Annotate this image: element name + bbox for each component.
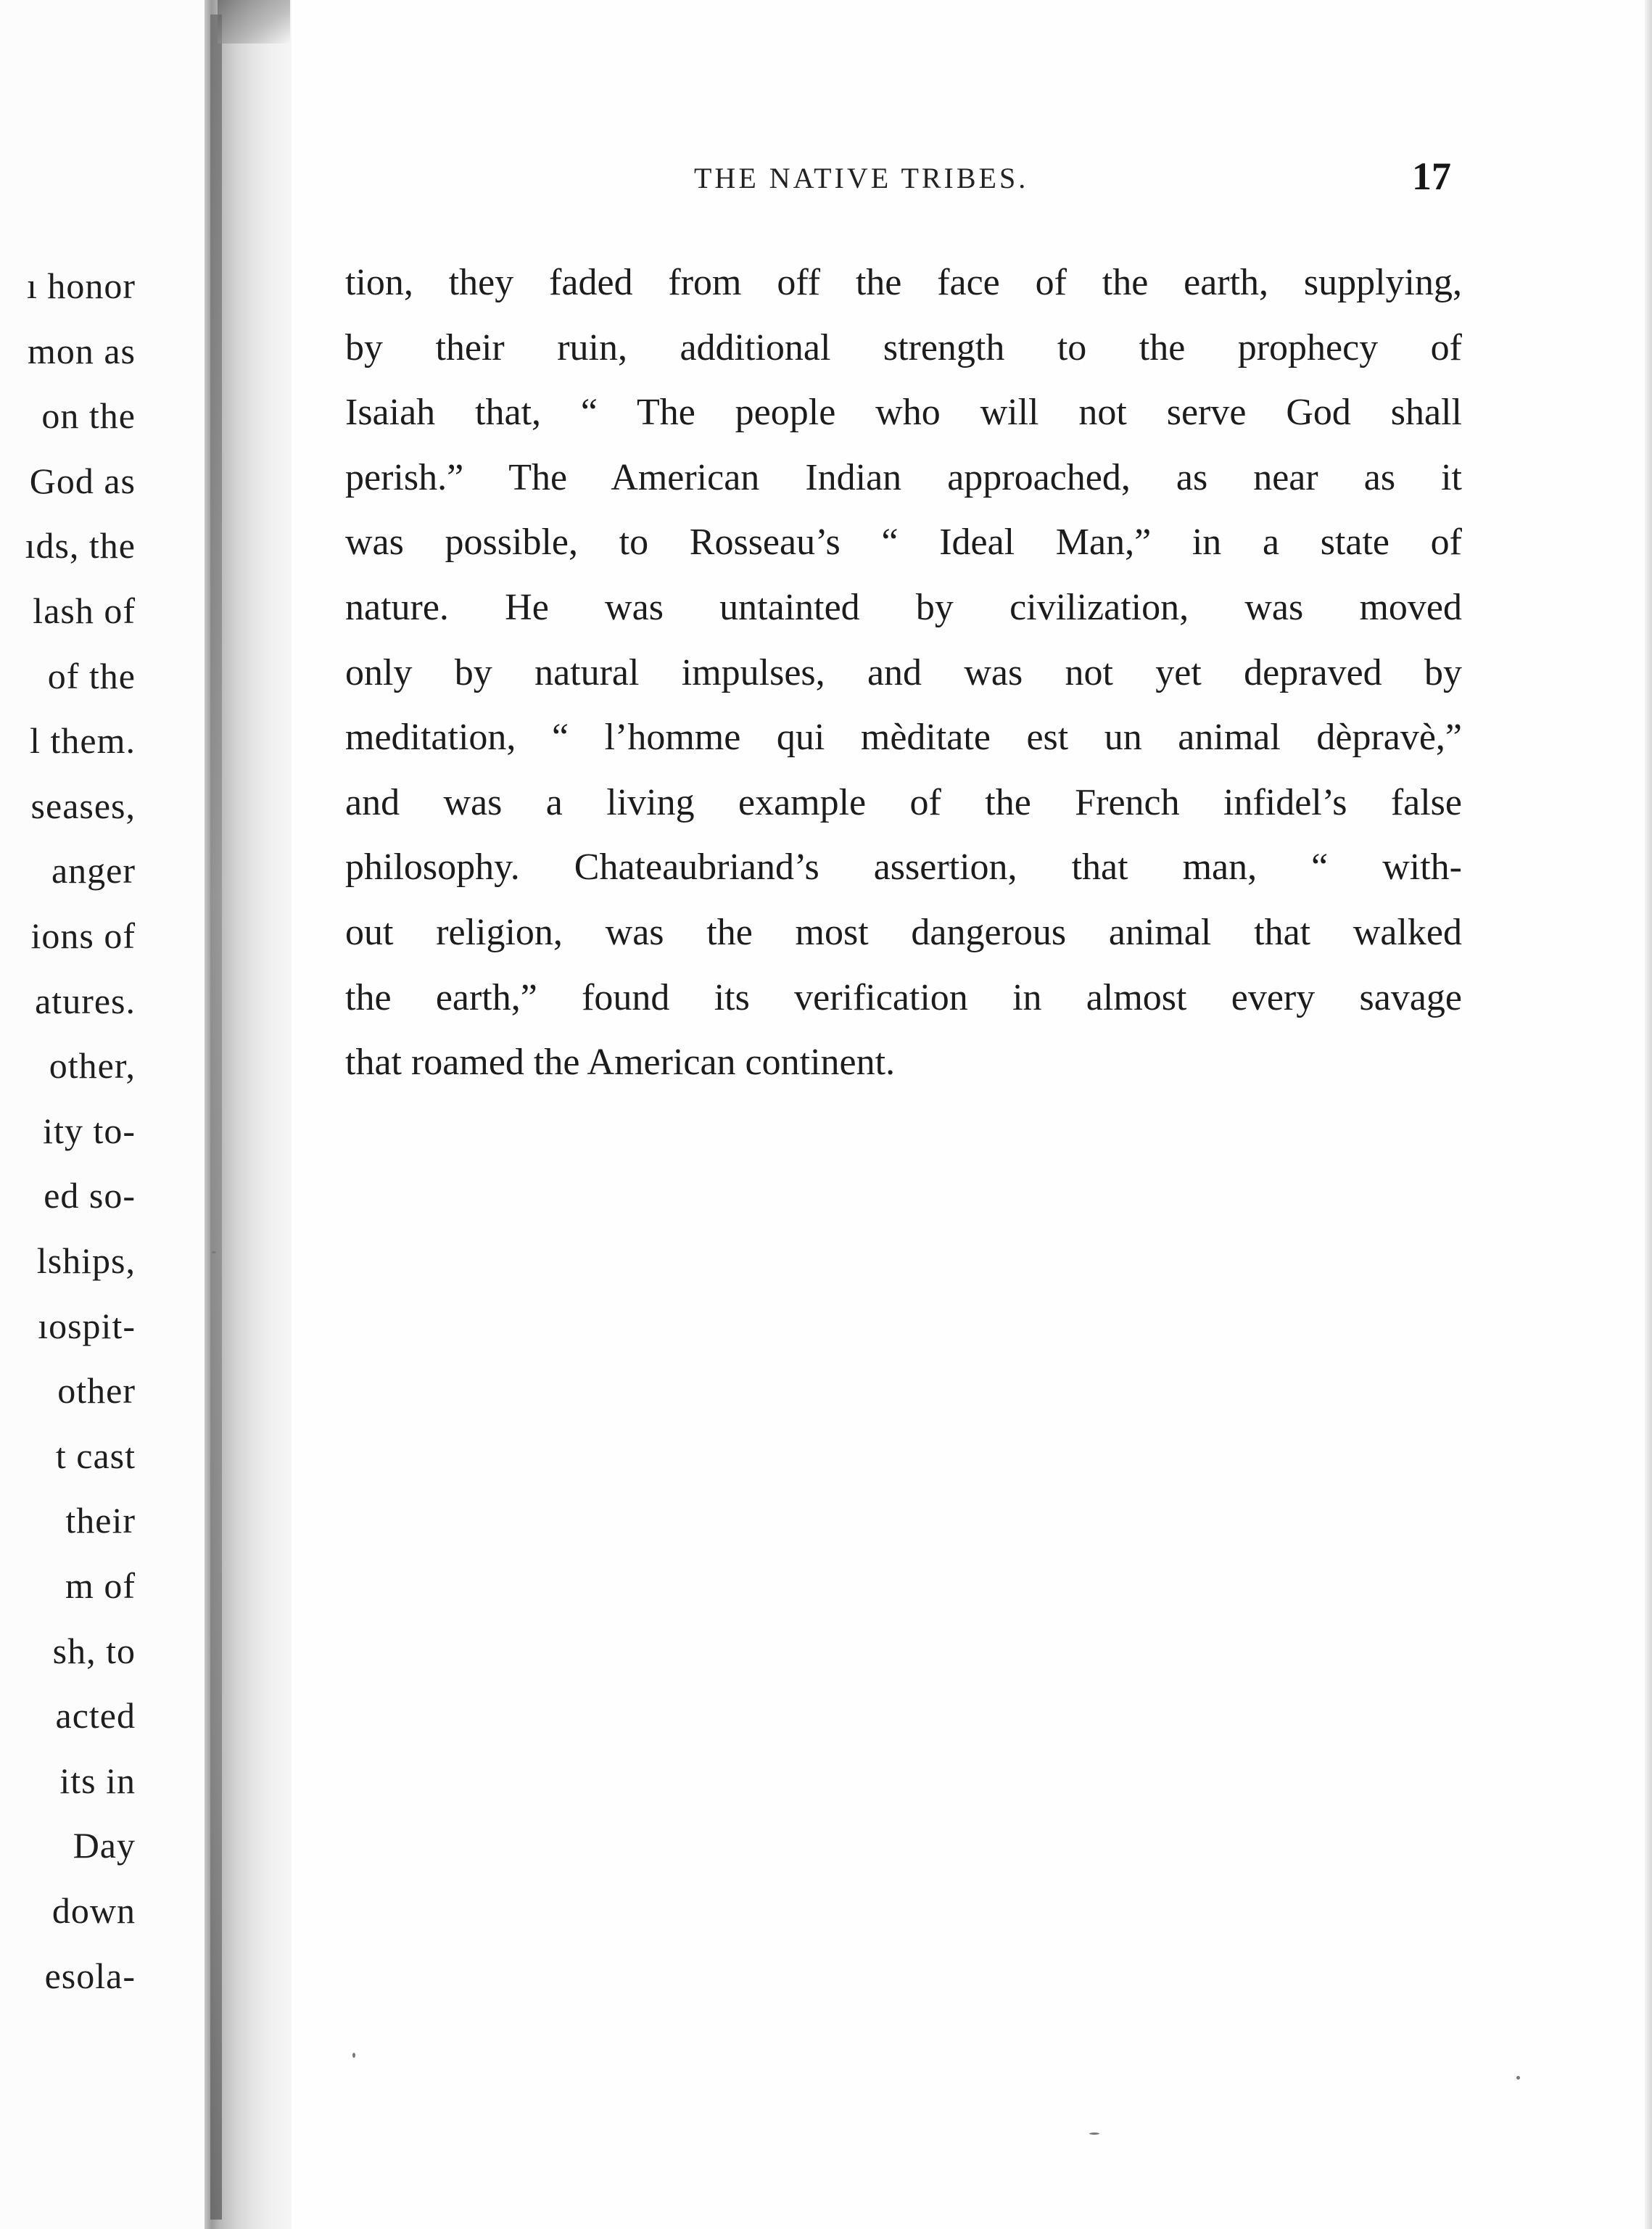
- left-page-line: ıospit-: [38, 1305, 136, 1346]
- page-right-edge: [1645, 0, 1652, 2229]
- body-line: Isaiah that, “ The people who will not serve God shall: [345, 392, 1462, 434]
- body-line: nature. He was untainted by civilization, was moved: [345, 587, 1462, 628]
- left-facing-page: [0, 0, 205, 2229]
- right-page: [292, 0, 1652, 2229]
- paper-speck: [212, 1251, 216, 1253]
- left-page-line: on the: [41, 395, 136, 437]
- body-line: that roamed the American continent.: [345, 1042, 896, 1084]
- left-page-line: down: [51, 1890, 136, 1931]
- left-page-line: m of: [65, 1565, 136, 1606]
- left-page-line: esola-: [44, 1955, 136, 1996]
- left-page-line: its in: [59, 1760, 136, 1801]
- body-line: and was a living example of the French infidel’s false: [345, 781, 1462, 823]
- left-page-line: ıds, the: [25, 525, 136, 566]
- left-page-line: of the: [47, 655, 136, 696]
- left-page-line: atures.: [35, 980, 136, 1021]
- left-page-line: their: [65, 1500, 136, 1541]
- body-line: tion, they faded from off the face of the earth, supplying,: [345, 262, 1462, 303]
- body-line: meditation, “ l’homme qui mèditate est un animal dèpravè,”: [345, 717, 1462, 759]
- body-line: perish.” The American Indian approached, as near as it: [345, 456, 1462, 498]
- paper-speck: [352, 2053, 355, 2058]
- left-page-line: ions of: [30, 915, 136, 956]
- left-page-line: l them.: [30, 720, 136, 762]
- left-page-line: acted: [55, 1695, 136, 1736]
- left-page-line: anger: [51, 850, 136, 891]
- left-page-line: ı honor: [26, 265, 136, 306]
- paper-speck: [1089, 2133, 1099, 2135]
- left-page-line: lash of: [33, 590, 136, 631]
- body-line: was possible, to Rosseau’s “ Ideal Man,” in a state of: [345, 522, 1462, 564]
- left-page-text-fragments: [0, 0, 136, 2229]
- left-page-line: ed so-: [44, 1175, 136, 1216]
- book-spine-edge: [210, 15, 222, 2220]
- body-line: philosophy. Chateaubriand’s assertion, that man, “ with-: [345, 846, 1462, 889]
- body-line: by their ruin, additional strength to the prophecy of: [345, 326, 1462, 368]
- running-head: THE NATIVE TRIBES.: [694, 162, 1029, 194]
- body-line: out religion, was the most dangerous animal that walked: [345, 912, 1462, 953]
- left-page-line: Day: [73, 1825, 136, 1866]
- left-page-line: mon as: [27, 330, 136, 371]
- gutter-top-shadow: [218, 0, 290, 44]
- left-page-line: lships,: [36, 1240, 136, 1281]
- left-page-line: other: [57, 1370, 136, 1412]
- left-page-line: ity to-: [43, 1110, 136, 1151]
- page-number: 17: [1412, 154, 1451, 198]
- paper-speck: [1516, 2076, 1520, 2080]
- left-page-line: seases,: [30, 785, 136, 826]
- left-page-line: God as: [29, 460, 136, 501]
- left-page-line: other,: [49, 1045, 136, 1087]
- body-line: the earth,” found its verification in almost every savage: [345, 976, 1462, 1018]
- body-line: only by natural impulses, and was not yet depraved by: [345, 651, 1462, 693]
- left-page-line: t cast: [55, 1435, 136, 1476]
- left-page-line: sh, to: [52, 1630, 136, 1671]
